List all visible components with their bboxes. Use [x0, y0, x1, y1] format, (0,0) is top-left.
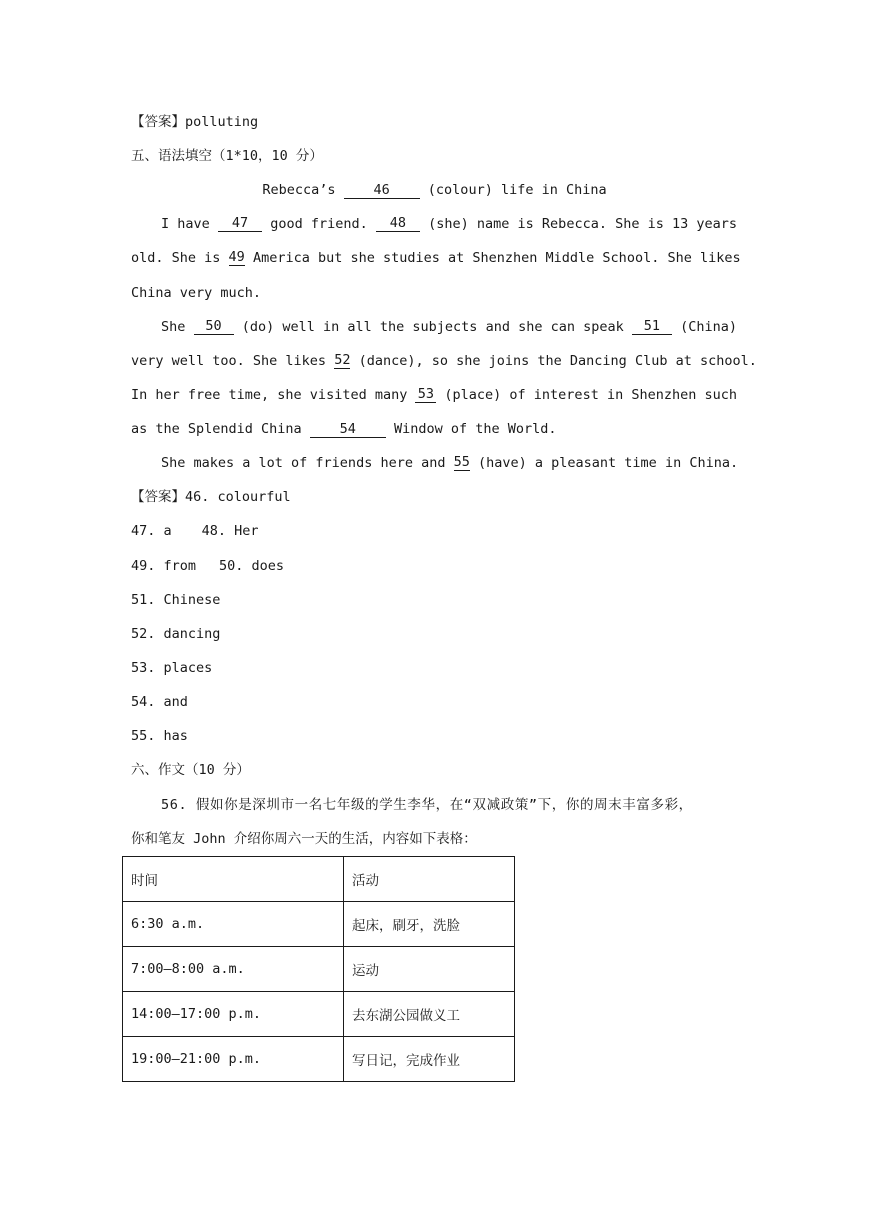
- table-row: [123, 992, 515, 1037]
- p1-line1: [161, 215, 737, 233]
- text: I have: [161, 216, 218, 232]
- writing-prompt-line2: 你和笔友 John 介绍你周六一天的生活，内容如下表格：: [131, 831, 477, 847]
- blank-48: 48: [376, 215, 420, 232]
- p2-line4: [131, 420, 557, 438]
- answer-tag: 【答案】: [131, 114, 185, 130]
- blank-49: 49: [228, 249, 245, 265]
- text: old. She is: [131, 250, 229, 266]
- text: (have) a pleasant time in China.: [469, 455, 739, 471]
- table-cell-time: 19:00—21:00 p.m.: [123, 1037, 344, 1082]
- p1-line2: [131, 249, 741, 267]
- writing-prompt-line1: 56. 假如你是深圳市一名七年级的学生李华，在“双减政策”下，你的周末丰富多彩，: [161, 797, 693, 813]
- blank-53: 53: [415, 386, 436, 403]
- title-text: Rebecca’s: [262, 182, 344, 198]
- blank-46: 46: [344, 182, 420, 199]
- table-row: [123, 1037, 515, 1082]
- title-text-after: (colour) life in China: [419, 182, 607, 198]
- answer-49: 49. from: [131, 558, 197, 574]
- blank-47: 47: [218, 215, 262, 232]
- text: (she) name is Rebecca. She is 13 years: [420, 216, 737, 232]
- text: She makes a lot of friends here and: [161, 455, 454, 471]
- answer-tag: 【答案】: [131, 489, 185, 505]
- table-header-row: [123, 857, 515, 902]
- schedule-table: [122, 856, 515, 1082]
- table-row: [123, 902, 515, 947]
- text: very well too. She likes: [131, 353, 335, 369]
- blank-55: 55: [453, 454, 470, 470]
- table-cell-activity: 运动: [344, 947, 515, 992]
- table-cell-time: 14:00—17:00 p.m.: [123, 992, 344, 1037]
- answer-47: 47. a: [131, 523, 172, 539]
- table-cell-time: 7:00—8:00 a.m.: [123, 947, 344, 992]
- section5-heading: 五、语法填空（1*10，10 分）: [131, 148, 323, 164]
- p2-line3: [131, 386, 737, 404]
- table-row: [123, 947, 515, 992]
- p1-line3: China very much.: [131, 285, 262, 301]
- table-cell-activity: 写日记，完成作业: [344, 1037, 515, 1082]
- answer-52: 52. dancing: [131, 626, 221, 642]
- table-cell-time: 6:30 a.m.: [123, 902, 344, 947]
- answer-54: 54. and: [131, 694, 188, 710]
- blank-51: 51: [632, 318, 672, 335]
- answers-47-48: [131, 522, 259, 540]
- header-activity: 活动: [344, 857, 515, 902]
- answer-51: 51. Chinese: [131, 592, 221, 608]
- text: In her free time, she visited many: [131, 387, 416, 403]
- answer-text: polluting: [185, 114, 259, 130]
- text: America but she studies at Shenzhen Middle School. She likes: [244, 250, 741, 266]
- answer-50: 50. does: [219, 558, 285, 574]
- answer-53: 53. places: [131, 660, 213, 676]
- p2-line1: [161, 318, 737, 336]
- answers-49-50: [131, 557, 284, 575]
- passage-title: [0, 181, 869, 199]
- text: (do) well in all the subjects and she can speak: [233, 319, 632, 335]
- text: She: [161, 319, 194, 335]
- blank-50: 50: [194, 318, 234, 335]
- answer-55: 55. has: [131, 728, 188, 744]
- table-cell-activity: 起床，刷牙，洗脸: [344, 902, 515, 947]
- answer-48: 48. Her: [201, 523, 259, 539]
- answer-polluting: [131, 113, 258, 131]
- answer-46: 46. colourful: [185, 489, 291, 505]
- header-time: 时间: [123, 857, 344, 902]
- text: Window of the World.: [385, 421, 557, 437]
- text: (dance), so she joins the Dancing Club at school.: [350, 353, 757, 369]
- p3-line1: [161, 454, 737, 472]
- answers-header: [131, 488, 291, 506]
- section6-heading: 六、作文（10 分）: [131, 762, 250, 778]
- text: (place) of interest in Shenzhen such: [436, 387, 737, 403]
- text: good friend.: [262, 216, 376, 232]
- blank-52: 52: [334, 352, 351, 368]
- blank-54: 54: [310, 421, 386, 438]
- text: as the Splendid China: [131, 421, 310, 437]
- text: (China): [671, 319, 737, 335]
- p2-line2: [131, 352, 757, 370]
- table-cell-activity: 去东湖公园做义工: [344, 992, 515, 1037]
